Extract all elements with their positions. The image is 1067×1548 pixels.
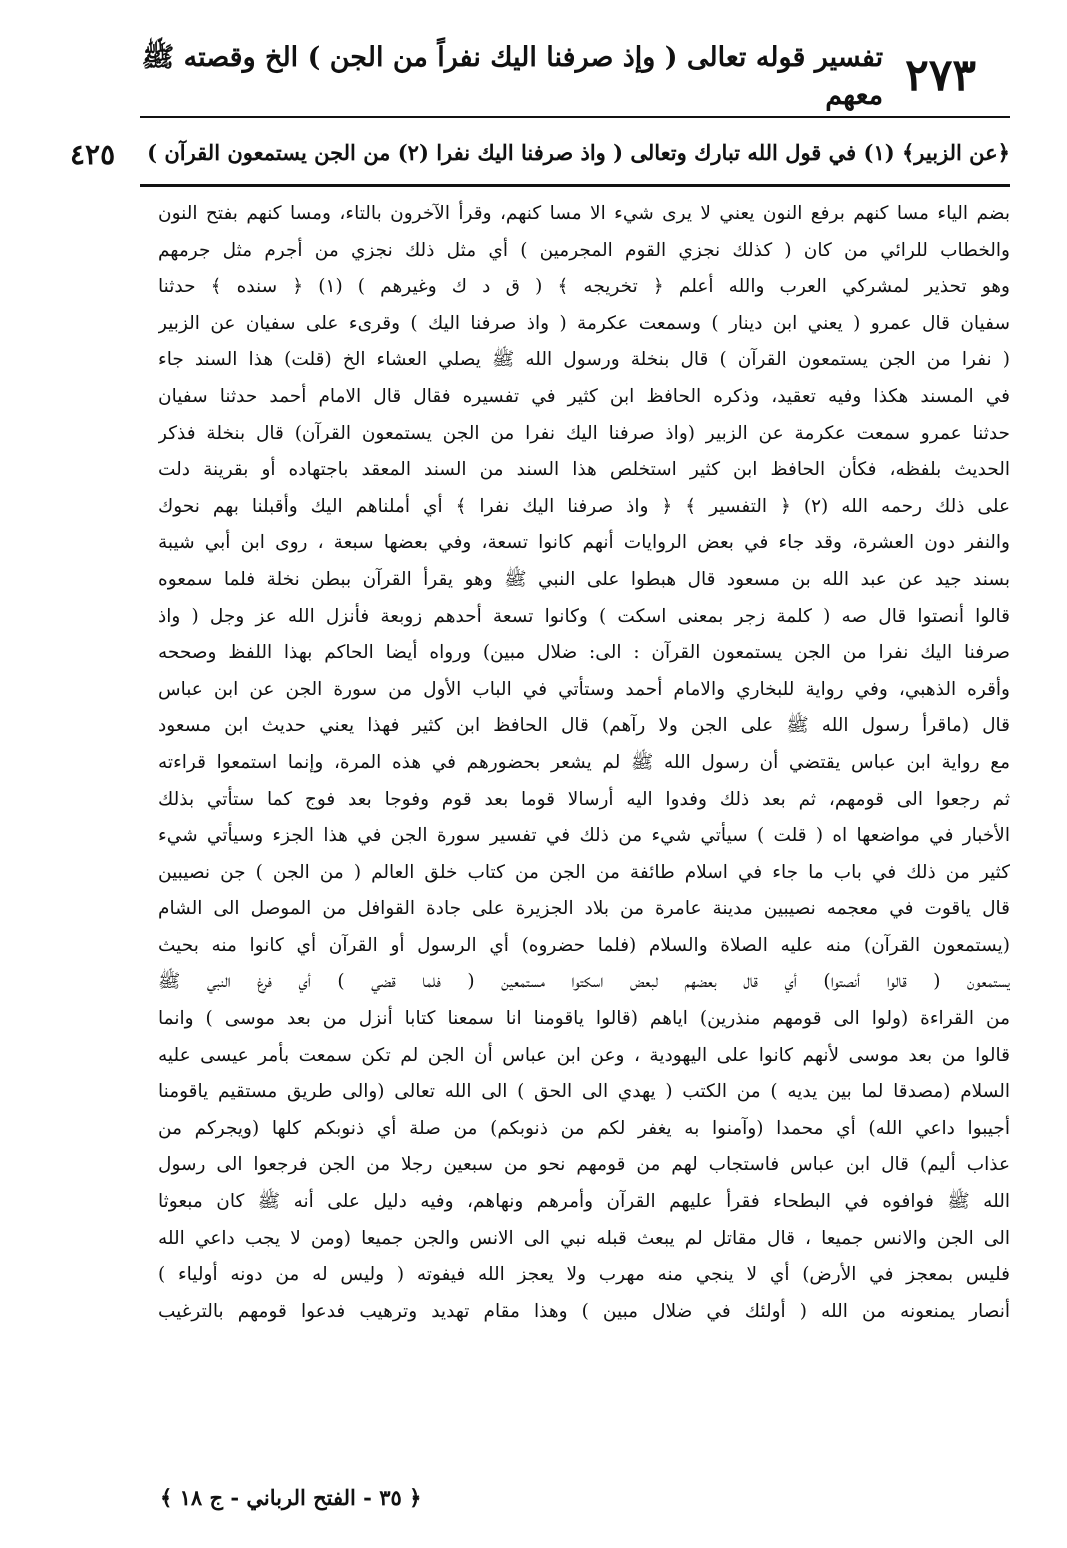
verse-rule (140, 184, 1010, 187)
text-line: عذاب أليم) قال ابن عباس فاستجاب لهم من قومهم نحو من سبعين رجلا من الجن فرجعوا الى رسول (158, 1154, 1010, 1176)
header-rule (140, 116, 1010, 118)
text-line: على ذلك رحمه الله (٢) ﴿ التفسير ﴾ ﴿ واذ صرفنا اليك نفرا ﴾ أي أملناهم اليك وأقبلنا بهم نحوك (158, 495, 1010, 517)
header-title: تفسير قوله تعالى ( وإذ صرفنا اليك نفراً من الجن ) الخ وقصته ﷺ معهم (141, 41, 884, 111)
text-line: السلام (مصدقا لما بين يديه ) من الكتب ( يهدي الى الحق ) الى الله تعالى (والى طريق مستقيم ياقومنا (158, 1081, 1010, 1103)
text-line: صرفنا اليك نفرا من الجن يستمعون القرآن : الى: ضلال مبين) ورواه أيضا الحاكم بهذا اللفظ وصححه (158, 642, 1010, 664)
text-line: ( نفرا من الجن يستمعون القرآن ) قال بنخلة ورسول الله ﷺ يصلي العشاء الخ (قلت) هذا السند جاء (158, 349, 1010, 371)
text-line: الى الجن والانس جميعا ، قال مقاتل لم يبعث قبله نبي الى الانس والجن جميعا (ومن لا يجب داعي الله (158, 1227, 1010, 1249)
text-line: يستمعون ( قالوا أنصتوا) أي قال بعضهم لبعض اسكتوا مستمعين ( فلما قضي ) أي فرغ النبي ﷺ (158, 971, 1010, 993)
text-line: (يستمعون القرآن) منه عليه الصلاة والسلام (فلما حضروه) أي الرسول أو القرآن أي كانوا منه بحيث (158, 934, 1010, 956)
verse-heading: ﴿عن الزبير﴾ (١) في قول الله تبارك وتعالى ( واذ صرفنا اليك نفرا (٢) من الجن يستمعون القرآن ) (147, 140, 1010, 165)
text-line: الله ﷺ فوافوه في البطحاء فقرأ عليهم القرآن وأمرهم ونهاهم، وفيه دليل على أنه ﷺ كان مبعوثا (158, 1191, 1010, 1213)
text-line: سفيان قال عمرو ( يعني ابن دينار ) وسمعت عكرمة ( واذ صرفنا اليك ) وقرىء على سفيان عن الزبير (158, 312, 1010, 334)
text-line: الحديث بلفظه، فكأن الحافظ ابن كثير استخلص هذا السند من السند المعقد باجتهاده أو بقرينة دلت (158, 459, 1010, 481)
text-line: من القراءة (ولوا الى قومهم منذرين) اياهم (قالوا ياقومنا انا سمعنا كتابا أنزل من بعد موسى ) وانما (158, 1008, 1010, 1030)
footer-reference: ﴿ ٣٥ - الفتح الرباني - ج ١٨ ﴾ (160, 1485, 422, 1510)
body-text (158, 196, 1010, 1330)
side-number: ٤٢٥ (70, 138, 116, 171)
text-line: في المسند هكذا وفيه تعقيد، وذكره الحافظ ابن كثير في تفسيره فقال قال الامام أحمد حدثنا سفيان (158, 385, 1010, 407)
page-number: ٢٧٣ (905, 49, 976, 101)
text-line: الأخبار في مواضعها اه ( قلت ) سيأتي شيء من ذلك في تفسير سورة الجن في هذا الجزء وسيأتي شيء (158, 825, 1010, 847)
text-line: قالوا أنصتوا قال صه ( كلمة زجر بمعنى اسكت ) وكانوا تسعة أحدهم زوبعة فأنزل الله عز وجل ( واذ (158, 605, 1010, 627)
text-line: قال (ماقرأ رسول الله ﷺ على الجن ولا رآهم) قال الحافظ ابن كثير فهذا يعني حديث ابن مسعود (158, 715, 1010, 737)
text-line: أجيبوا داعي الله) أي محمدا (وآمنوا به يغفر لكم من ذنوبكم) من صلة أي ذنوبكم كلها (ويجركم من (158, 1117, 1010, 1139)
text-line: كثير من ذلك في باب ما جاء في اسلام طائفة من الجن من كتاب خلق العالم ( من الجن ) جن نصيبين (158, 861, 1010, 883)
running-header (80, 40, 990, 110)
text-line: أنصار يمنعونه من الله ( أولئك في ضلال مبين ) وهذا مقام تهديد وترهيب فدعوا قومهم بالترغيب (158, 1300, 1010, 1322)
text-line: والخطاب للرائي من كان ( كذلك نجزي القوم المجرمين ) أي مثل ذلك نجزي من أجرم مثل جرمهم (158, 239, 1010, 261)
text-line: وهو تحذير لمشركي العرب والله أعلم ﴿ تخريجه ﴾ ( ق د ك وغيرهم ) (١) ﴿ سنده ﴾ حدثنا (158, 276, 1010, 298)
text-line: فليس بمعجز في الأرض) أي لا ينجي منه مهرب ولا يعجز الله فيفوته ( وليس له من دونه أولياء ) (158, 1264, 1010, 1286)
text-line: بسند جيد عن عبد الله بن مسعود قال هبطوا على النبي ﷺ وهو يقرأ القرآن ببطن نخلة فلما سمعوه (158, 568, 1010, 590)
text-line: مع رواية ابن عباس يقتضي أن رسول الله ﷺ لم يشعر بحضورهم في هذه المرة، وإنما استمعوا قراءته (158, 751, 1010, 773)
text-line: وأقره الذهبي، وفي رواية للبخاري والامام أحمد وستأتي في الباب الأول من سورة الجن عن ابن عباس (158, 678, 1010, 700)
text-line: ثم رجعوا الى قومهم، ثم بعد ذلك وفدوا اليه أرسالا قوما بعد قوم وفوجا بعد فوج كما ستأتي بذلك (158, 788, 1010, 810)
text-line: حدثنا عمرو سمعت عكرمة عن الزبير (واذ صرفنا اليك نفرا من الجن يستمعون القرآن) قال بنخلة فذكر (158, 422, 1010, 444)
text-line: قال ياقوت في معجمه نصيبين مدينة عامرة من بلاد الجزيرة على جادة القوافل من الموصل الى الشام (158, 898, 1010, 920)
text-line: بضم الياء مسا كنهم برفع النون يعني لا يرى شيء الا مسا كنهم، وقرأ الآخرون بالتاء، ومسا كنهم بفتح النون (158, 203, 1010, 224)
text-line: والنفر دون العشرة، وقد جاء في بعض الروايات أنهم كانوا تسعة، وفي بعضها سبعة ، روى ابن أبي شيبة (158, 532, 1010, 554)
text-line: قالوا من بعد موسى لأنهم كانوا على اليهودية ، وعن ابن عباس أن الجن لم تكن سمعت بأمر عيسى عليه (158, 1044, 1010, 1066)
